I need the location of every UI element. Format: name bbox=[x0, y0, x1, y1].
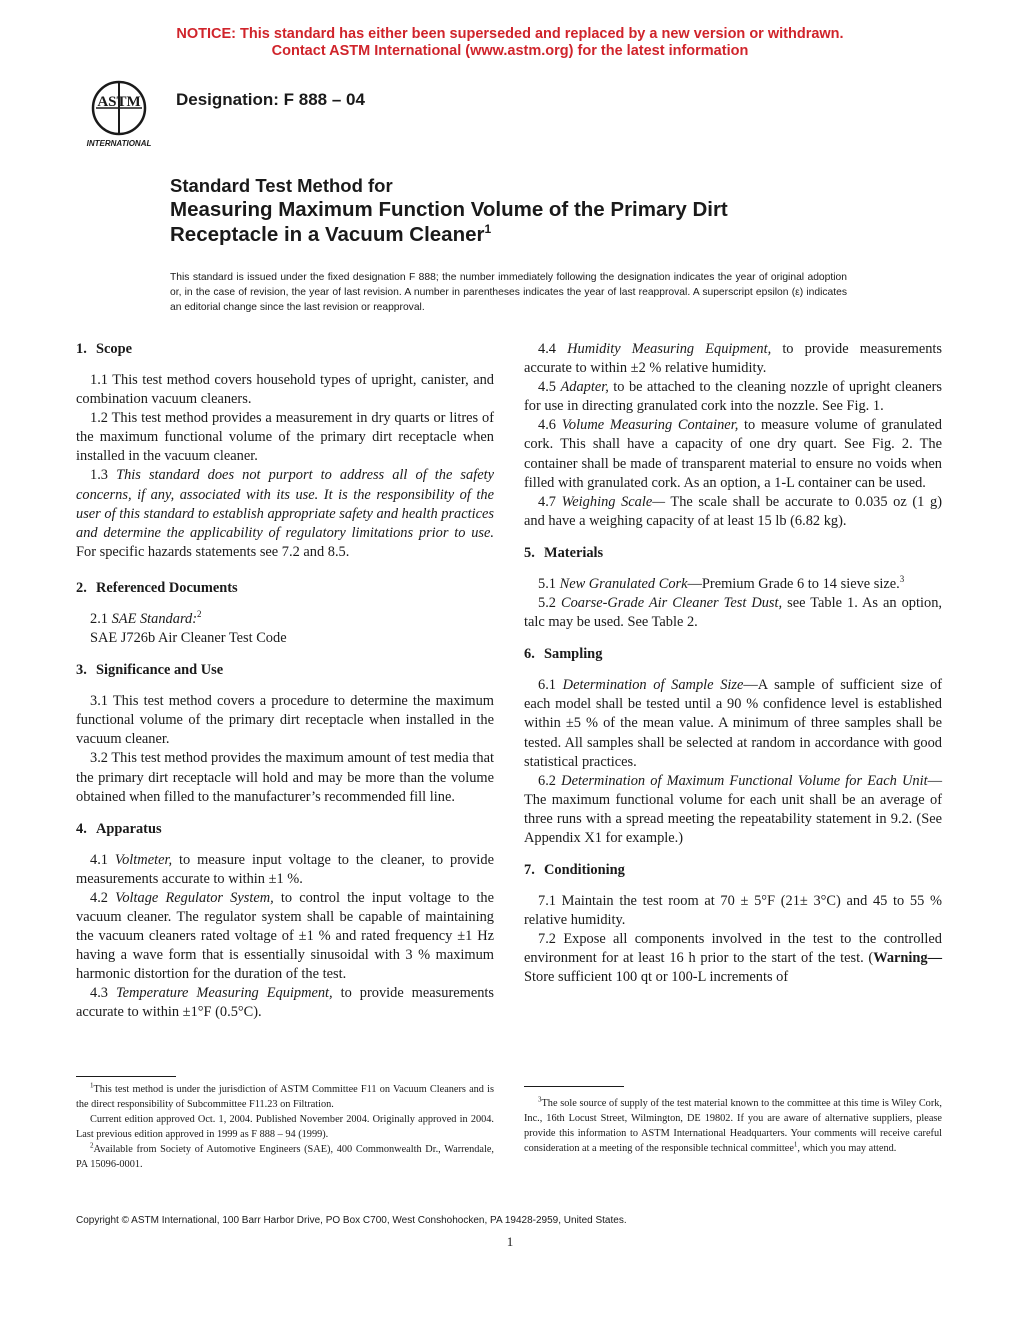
section-heading-5: 5. Materials bbox=[524, 544, 604, 561]
notice-line-2: Contact ASTM International (www.astm.org) for the latest information bbox=[271, 43, 749, 59]
para-5-1: 5.1 New Granulated Cork—Premium Grade 6 to 14 sieve size.$^3$ bbox=[538, 574, 905, 592]
footnote-rule-left bbox=[76, 1076, 176, 1077]
section-heading-7: 7. Conditioning bbox=[524, 862, 625, 879]
para-4-3: 4.3 Temperature Measuring Equipment, to provide measurements accurate to within ±1°F (0.5°C). bbox=[76, 985, 494, 1021]
para-4-6: 4.6 Volume Measuring Container, to measure volume of granulated cork. This shall have a capacity of one dry quart. See Fig. 2. The container shall be made of transparent material to ensure no voids when filled with granulated cork. As an option, a 1-L container can be used. bbox=[524, 417, 942, 491]
section-heading-2: 2. Referenced Documents bbox=[76, 579, 238, 596]
logo-subtext: INTERNATIONAL bbox=[86, 139, 152, 148]
footnote-2: $^2$Available from Society of Automotive Engineers (SAE), 400 Commonwealth Dr., Warrendale, PA 15096-0001. bbox=[76, 1141, 494, 1170]
section-heading-6: 6. Sampling bbox=[524, 646, 603, 663]
para-4-1: 4.1 Voltmeter, to measure input voltage to the cleaner, to provide measurements accurate to within ±1 %. bbox=[76, 851, 494, 887]
para-1-1: 1.1 This test method covers household types of upright, canister, and combination vacuum cleaners. bbox=[76, 372, 494, 408]
title-footnote-ref: 1 bbox=[484, 222, 492, 237]
section-heading-3: 3. Significance and Use bbox=[76, 662, 224, 679]
document-title bbox=[170, 175, 870, 247]
footnote-1: $^1$This test method is under the jurisdiction of ASTM Committee F11 on Vacuum Cleaners and is the direct responsibility of Subcommittee F11.23 on Filtration. bbox=[76, 1081, 494, 1110]
footnote-3: $^3$The sole source of supply of the test material known to the committee at this time is Wiley Cork, Inc., 16th Locust Street, Wilmington, DE 19802. If you are aware of alternative suppliers, please provide this information to ASTM International Headquarters. Your comments will receive careful consideration at a meeting of the responsible technical committee$^1$, which you may attend. bbox=[524, 1095, 942, 1154]
withdrawal-notice bbox=[0, 26, 1020, 60]
footnotes-left bbox=[76, 1082, 494, 1172]
title-line-1: Standard Test Method for bbox=[170, 175, 393, 196]
right-column bbox=[524, 340, 942, 988]
title-line-2: Measuring Maximum Function Volume of the Primary Dirt bbox=[170, 198, 728, 221]
section-heading-1: 1. Scope bbox=[76, 341, 132, 357]
notice-line-1: NOTICE: This standard has either been superseded and replaced by a new version or withdrawn. bbox=[176, 26, 844, 42]
footnote-rule-right bbox=[524, 1086, 624, 1087]
para-6-2: 6.2 Determination of Maximum Functional Volume for Each Unit—The maximum functional volume for each unit shall be an average of three runs with a spread meeting the repeatability statement in 9.2. (See Appendix X1 for example.) bbox=[524, 772, 942, 846]
footnote-1b: Current edition approved Oct. 1, 2004. Published November 2004. Originally approved in 2004. Last previous edition approved in 1999 as F 888 – 94 (1999). bbox=[76, 1114, 494, 1140]
title-line-3: Receptacle in a Vacuum Cleaner$^1$ bbox=[170, 222, 492, 246]
para-3-2: 3.2 This test method provides the maximum amount of test media that the primary dirt receptacle will hold and may be more than the volume obtained when filled to the manufacturer’s recommended fill line. bbox=[76, 750, 494, 805]
para-7-2: 7.2 Expose all components involved in the test to the controlled environment for at least 16 h prior to the start of the test. (Warning—Store sufficient 100 qt or 100-L increments of bbox=[524, 931, 942, 986]
para-5-2: 5.2 Coarse-Grade Air Cleaner Test Dust, see Table 1. As an option, talc may be used. See Table 2. bbox=[524, 595, 942, 631]
para-1-3: 1.3 This standard does not purport to address all of the safety concerns, if any, associated with its use. It is the responsibility of the user of this standard to establish appropriate safety and health practices and determine the applicability of regulatory limitations prior to use. For specific hazards statements see 7.2 and 8.5. bbox=[76, 467, 494, 560]
para-7-1: 7.1 Maintain the test room at 70 ± 5°F (21± 3°C) and 45 to 55 % relative humidity. bbox=[524, 893, 942, 929]
para-2-ref: SAE J726b Air Cleaner Test Code bbox=[90, 630, 287, 647]
logo-letters: ASTM bbox=[97, 94, 141, 110]
para-6-1: 6.1 Determination of Sample Size—A sample of sufficient size of each model shall be tested until a 90 % confidence level is established within ±5 % of the mean value. A minimum of three samples shall be tested. All samples shall be selected at random in accordance with good statistical practices. bbox=[524, 677, 943, 770]
page-number: 1 bbox=[506, 1234, 514, 1249]
issued-note: This standard is issued under the fixed designation F 888; the number immediately following the designation indicates the year of original adoption or, in the case of revision, the year of last revision. A number in parentheses indicates the year of last reapproval. A superscript epsilon (ε) indicates an editorial change since the last revision or reapproval. bbox=[170, 272, 847, 313]
copyright: Copyright © ASTM International, 100 Barr Harbor Drive, PO Box C700, West Conshohocken, PA 19428-2959, United States. bbox=[76, 1215, 627, 1226]
para-2-1: 2.1 SAE Standard:$^2$ bbox=[90, 609, 202, 627]
para-4-4: 4.4 Humidity Measuring Equipment, to provide measurements accurate to within ±2 % relative humidity. bbox=[524, 341, 943, 377]
para-3-1: 3.1 This test method covers a procedure to determine the maximum functional volume of the primary dirt receptacle when installed in the vacuum cleaner. bbox=[76, 693, 494, 748]
para-4-2: 4.2 Voltage Regulator System, to control the input voltage to the vacuum cleaner. The regulator system shall be capable of maintaining the vacuum cleaners rated voltage of ±1 % and rated frequency ±1 Hz having a wave form that is essentially sinusoidal with 3 % maximum harmonic distortion for the duration of the test. bbox=[76, 889, 494, 983]
astm-logo bbox=[76, 74, 162, 150]
designation: Designation: F 888 – 04 bbox=[176, 90, 365, 109]
para-4-5: 4.5 Adapter, to be attached to the cleaning nozzle of upright cleaners for use in directing granulated cork into the nozzle. See Fig. 1. bbox=[524, 379, 943, 415]
para-4-7: 4.7 Weighing Scale— The scale shall be accurate to 0.035 oz (1 g) and have a weighing capacity of at least 15 lb (6.82 kg). bbox=[524, 493, 942, 529]
para-1-2: 1.2 This test method provides a measurement in dry quarts or litres of the maximum functional volume of the primary dirt receptacle when installed in the vacuum cleaner. bbox=[76, 410, 494, 465]
footnotes-right bbox=[524, 1096, 942, 1156]
left-column bbox=[76, 340, 494, 1023]
section-heading-4: 4. Apparatus bbox=[76, 820, 162, 837]
